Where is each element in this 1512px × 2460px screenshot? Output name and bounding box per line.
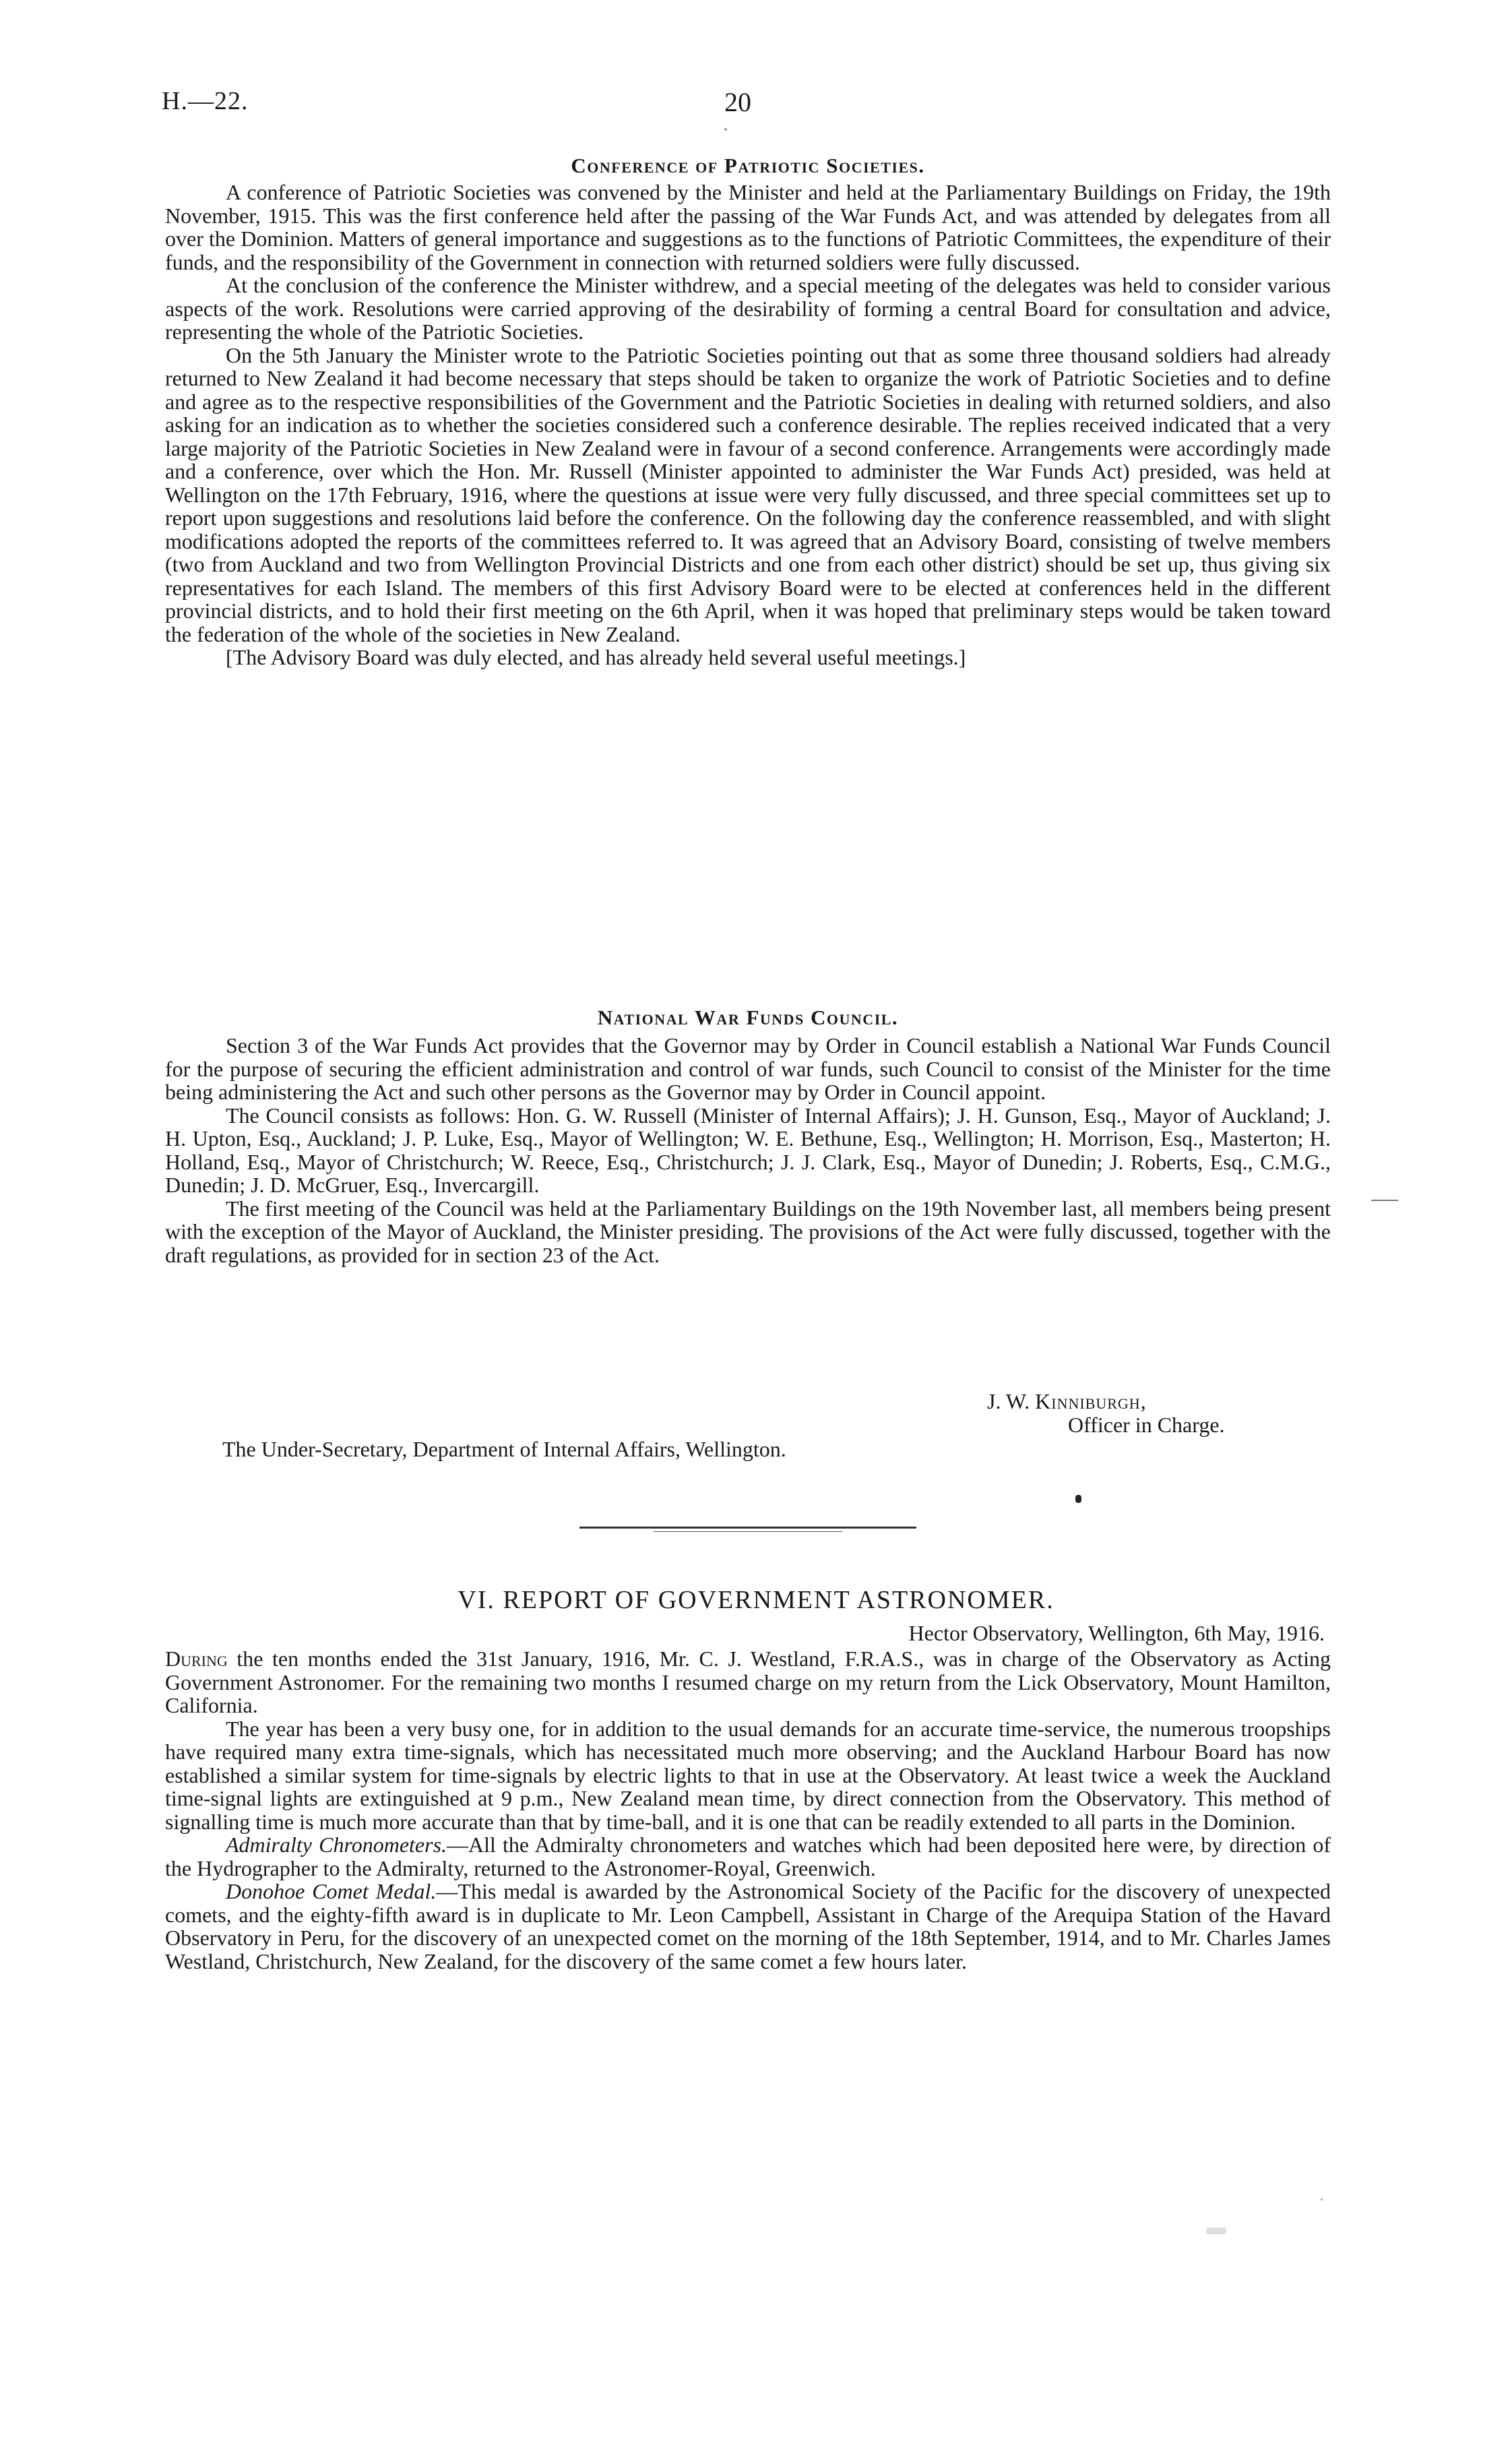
paragraph: The first meeting of the Council was held at the Parliamentary Buildings on the 19th November last, all members being present with the exception of the Mayor of Auckland, the Minister presiding. The provisions of the Act were fully discussed, together with the draft regulations, as provided for in section 23 of the Act. <box>165 1196 1331 1267</box>
war-funds-council-section <box>165 1006 1331 1266</box>
drop-lead-word: During <box>165 1647 228 1671</box>
report-title: VI. REPORT OF GOVERNMENT ASTRONOMER. <box>458 1586 1054 1614</box>
signatory-name <box>987 1390 1225 1413</box>
paragraph-text: the ten months ended the 31st January, 1916, Mr. C. J. Westland, F.R.A.S., was in charge of the Observatory as Acting Government Astronomer. For the remaining two months I resumed charge on my return from the Lick Observatory, Mount Hamilton, California. <box>165 1647 1331 1717</box>
paragraph: The Council consists as follows: Hon. G. W. Russell (Minister of Internal Affairs); J. H. Gunson, Esq., Mayor of Auckland; J. H. Upton, Esq., Auckland; J. P. Luke, Esq., Mayor of Wellington; W. E. Bethune, Esq., Wellington; H. Morrison, Esq., Masterton; H. Holland, Esq., Mayor of Christchurch; W. Reece, Esq., Christchurch; J. J. Clark, Esq., Mayor of Dunedin; J. Roberts, Esq., C.M.G., Dunedin; J. D. McGruer, Esq., Invercargill. <box>165 1103 1331 1197</box>
paragraph-lead: Admiralty Chronometers. <box>226 1833 447 1857</box>
paragraph: [The Advisory Board was duly elected, and has already held several useful meetings.] <box>226 645 966 669</box>
patriotic-conference-section <box>165 154 1331 669</box>
signatory-initials: J. W. <box>987 1389 1030 1413</box>
signatory-surname: Kinniburgh, <box>1035 1389 1147 1413</box>
section-heading: Conference of Patriotic Societies. <box>571 154 925 177</box>
section-heading: National War Funds Council. <box>597 1006 899 1029</box>
paragraph <box>165 1647 1331 1717</box>
page-header-reference: H.—22. <box>162 87 249 115</box>
paragraph-text: —This medal is awarded by the Astronomical Society of the Pacific for the discovery of unexpected comets, and the eighty-fifth award is in duplicate to Mr. Leon Campbell, Assistant in Charge of the Arequipa Station of the Havard Observatory in Peru, for the discovery of an unexpected comet on the morning of the 18th September, 1914, and to Mr. Charles James Westland, Christchurch, New Zealand, for the discovery of the same comet a few hours later. <box>165 1879 1331 1973</box>
paragraph-text: —All the Admiralty chronometers and watches which had been deposited here were, by direction of the Hydrographer to the Admiralty, returned to the Astronomer-Royal, Greenwich. <box>165 1833 1331 1880</box>
paragraph-lead: Donohoe Comet Medal. <box>226 1879 437 1903</box>
paragraph: At the conclusion of the conference the Minister withdrew, and a special meeting of the delegates was held to consider various aspects of the work. Resolutions were carried approving of the desirability of forming a central Board for consultation and advice, representing the whole of the Patriotic Societies. <box>165 273 1331 344</box>
report-dateline: Hector Observatory, Wellington, 6th May, 1916. <box>908 1621 1325 1645</box>
paper-speck <box>1206 2227 1226 2234</box>
paragraph: On the 5th January the Minister wrote to the Patriotic Societies pointing out that as some three thousand soldiers had already returned to New Zealand it had become necessary that steps should be taken to organize the work of Patriotic Societies and to define and agree as to the respective responsibilities of the Government and the Patriotic Societies in dealing with returned soldiers, and also asking for an indication as to whether the societies considered such a conference desirable. The replies received indicated that a very large majority of the Patriotic Societies in New Zealand were in favour of a second conference. Arrangements were accordingly made and a conference, over which the Hon. Mr. Russell (Minister appointed to administer the War Funds Act) presided, was held at Wellington on the 17th February, 1916, where the questions at issue were very fully discussed, and three special committees set up to report upon suggestions and resolutions laid before the conference. On the following day the conference reassembled, and with slight modifications adopted the reports of the committees referred to. It was agreed that an Advisory Board, consisting of twelve members (two from Auckland and two from Wellington Provincial Districts and one from each other district) should be set up, thus giving six representatives for each Island. The members of this first Advisory Board were to be elected at conferences held in the different provincial districts, and to hold their first meeting on the 6th April, when it was hoped that preliminary steps would be taken toward the federation of the whole of the societies in New Zealand. <box>165 342 1331 646</box>
paragraph: The year has been a very busy one, for in addition to the usual demands for an accurate time-service, the numerous troopships have required many extra time-signals, which has necessitated much more observing; and the Auckland Harbour Board has now established a similar system for time-signals by electric lights to that in use at the Observatory. At least twice a week the Auckland time-signal lights are extinguished at 9 p.m., New Zealand mean time, by direct connection from the Observatory. This method of signalling time is much more accurate than that by time-ball, and it is one that can be readily extended to all parts in the Dominion. <box>165 1716 1331 1834</box>
ink-dot <box>1075 1495 1081 1503</box>
paper-speck <box>1321 2198 1323 2201</box>
astronomer-report-section <box>165 1647 1331 1973</box>
paragraph <box>165 1880 1331 1973</box>
section-divider-inner <box>654 1531 842 1532</box>
page-number: 20 <box>724 87 751 117</box>
paragraph: Section 3 of the War Funds Act provides that the Governor may by Order in Council establish a National War Funds Council for the purpose of securing the efficient administration and control of war funds, such Council to consist of the Minister for the time being administering the Act and such other persons as the Governor may by Order in Council appoint. <box>165 1033 1331 1104</box>
paragraph <box>165 1833 1331 1880</box>
paper-speck <box>724 128 727 131</box>
section-divider <box>579 1527 916 1529</box>
signature-block <box>987 1390 1225 1437</box>
addressee: The Under-Secretary, Department of Internal Affairs, Wellington. <box>222 1437 786 1461</box>
signatory-title: Officer in Charge. <box>1068 1413 1225 1437</box>
paragraph: A conference of Patriotic Societies was convened by the Minister and held at the Parliamentary Buildings on Friday, the 19th November, 1915. This was the first conference held after the passing of the War Funds Act, and was attended by delegates from all over the Dominion. Matters of general importance and suggestions as to the functions of Patriotic Committees, the expenditure of their funds, and the responsibility of the Government in connection with returned soldiers were fully discussed. <box>165 180 1331 274</box>
margin-mark <box>1371 1200 1398 1201</box>
